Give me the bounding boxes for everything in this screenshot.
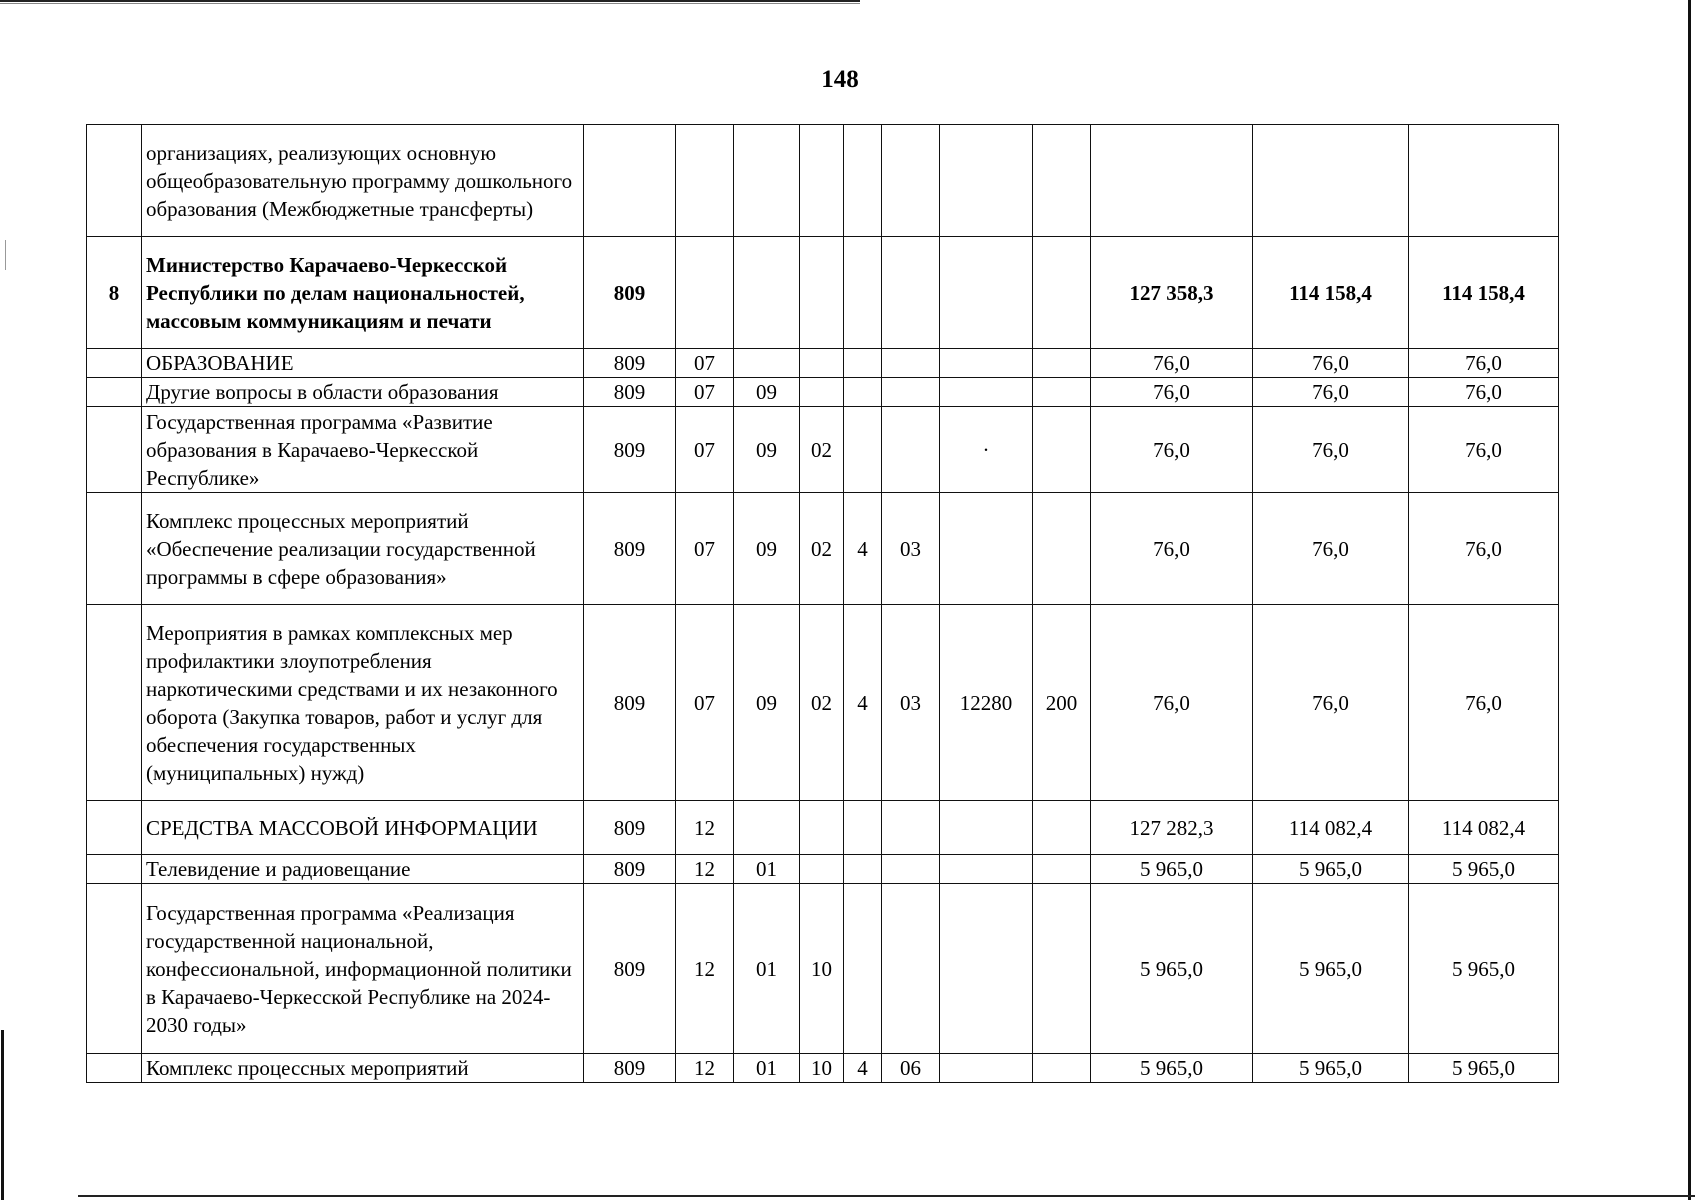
code-program xyxy=(800,125,844,237)
row-number xyxy=(87,605,142,801)
amount-year-2: 76,0 xyxy=(1253,378,1409,407)
amount-year-2: 76,0 xyxy=(1253,349,1409,378)
amount-year-3: 5 965,0 xyxy=(1409,855,1559,884)
code-expense-type xyxy=(1033,801,1091,855)
code-program-type xyxy=(844,378,882,407)
code-ministry: 809 xyxy=(584,349,676,378)
budget-table-body xyxy=(87,125,1559,1083)
table-row xyxy=(87,349,1559,378)
table-row xyxy=(87,855,1559,884)
code-section xyxy=(676,237,734,349)
code-subsection: 01 xyxy=(734,855,800,884)
code-program xyxy=(800,855,844,884)
amount-year-2: 114 158,4 xyxy=(1253,237,1409,349)
amount-year-3: 76,0 xyxy=(1409,493,1559,605)
amount-year-3: 76,0 xyxy=(1409,378,1559,407)
code-ministry: 809 xyxy=(584,884,676,1054)
amount-year-2: 76,0 xyxy=(1253,493,1409,605)
table-row xyxy=(87,605,1559,801)
scan-border-left xyxy=(1,1030,4,1200)
amount-year-1: 127 282,3 xyxy=(1091,801,1253,855)
row-number xyxy=(87,855,142,884)
code-expense-type xyxy=(1033,855,1091,884)
code-expense-type xyxy=(1033,407,1091,493)
table-row xyxy=(87,237,1559,349)
code-direction: 12280 xyxy=(940,605,1033,801)
amount-year-2: 76,0 xyxy=(1253,605,1409,801)
scan-border-top xyxy=(0,0,860,2)
code-program: 10 xyxy=(800,1054,844,1083)
code-direction xyxy=(940,349,1033,378)
code-section: 07 xyxy=(676,378,734,407)
code-ministry xyxy=(584,125,676,237)
code-program: 02 xyxy=(800,407,844,493)
code-expense-type xyxy=(1033,349,1091,378)
row-number: 8 xyxy=(87,237,142,349)
code-program-type xyxy=(844,801,882,855)
code-program-element xyxy=(882,855,940,884)
code-program-type xyxy=(844,884,882,1054)
code-subsection: 09 xyxy=(734,493,800,605)
code-program xyxy=(800,801,844,855)
scan-border-bottom xyxy=(78,1195,1695,1197)
code-direction xyxy=(940,493,1033,605)
item-name: СРЕДСТВА МАССОВОЙ ИНФОРМАЦИИ xyxy=(142,801,584,855)
code-program-element xyxy=(882,801,940,855)
amount-year-3: 114 158,4 xyxy=(1409,237,1559,349)
code-direction xyxy=(940,1054,1033,1083)
row-number xyxy=(87,801,142,855)
code-direction xyxy=(940,125,1033,237)
table-row xyxy=(87,378,1559,407)
item-name: Государственная программа «Развитие образования в Карачаево-Черкесской Республике» xyxy=(142,407,584,493)
code-subsection: 09 xyxy=(734,407,800,493)
code-subsection: 09 xyxy=(734,605,800,801)
code-section xyxy=(676,125,734,237)
amount-year-3: 5 965,0 xyxy=(1409,884,1559,1054)
code-expense-type xyxy=(1033,493,1091,605)
code-program xyxy=(800,349,844,378)
table-row xyxy=(87,125,1559,237)
code-program-element xyxy=(882,378,940,407)
amount-year-3: 76,0 xyxy=(1409,407,1559,493)
code-program-element: 03 xyxy=(882,493,940,605)
amount-year-1: 76,0 xyxy=(1091,493,1253,605)
code-expense-type: 200 xyxy=(1033,605,1091,801)
amount-year-1: 76,0 xyxy=(1091,407,1253,493)
code-section: 07 xyxy=(676,349,734,378)
code-ministry: 809 xyxy=(584,378,676,407)
amount-year-3: 5 965,0 xyxy=(1409,1054,1559,1083)
code-program-element xyxy=(882,237,940,349)
amount-year-1: 5 965,0 xyxy=(1091,855,1253,884)
code-program: 10 xyxy=(800,884,844,1054)
row-number xyxy=(87,125,142,237)
item-name: Телевидение и радиовещание xyxy=(142,855,584,884)
item-name: Другие вопросы в области образования xyxy=(142,378,584,407)
item-name: Мероприятия в рамках комплексных мер профилактики злоупотребления наркотическими средствами и их незаконного оборота (Закупка товаров, работ и услуг для обеспечения государственных (муниципальных) нужд) xyxy=(142,605,584,801)
code-section: 12 xyxy=(676,855,734,884)
budget-table xyxy=(86,124,1559,1083)
code-ministry: 809 xyxy=(584,855,676,884)
table-row xyxy=(87,493,1559,605)
amount-year-2: 5 965,0 xyxy=(1253,855,1409,884)
code-subsection xyxy=(734,349,800,378)
code-section: 12 xyxy=(676,1054,734,1083)
code-section: 12 xyxy=(676,884,734,1054)
amount-year-2: 5 965,0 xyxy=(1253,1054,1409,1083)
code-ministry: 809 xyxy=(584,801,676,855)
code-program-element xyxy=(882,349,940,378)
row-number xyxy=(87,884,142,1054)
code-direction xyxy=(940,884,1033,1054)
code-ministry: 809 xyxy=(584,237,676,349)
amount-year-2 xyxy=(1253,125,1409,237)
item-name: Министерство Карачаево-Черкесской Республики по делам национальностей, массовым коммуникациям и печати xyxy=(142,237,584,349)
code-direction: · xyxy=(940,407,1033,493)
code-expense-type xyxy=(1033,125,1091,237)
code-program-element: 06 xyxy=(882,1054,940,1083)
amount-year-3 xyxy=(1409,125,1559,237)
code-program-type: 4 xyxy=(844,1054,882,1083)
row-number xyxy=(87,493,142,605)
code-subsection xyxy=(734,125,800,237)
code-direction xyxy=(940,237,1033,349)
code-ministry: 809 xyxy=(584,493,676,605)
code-subsection: 01 xyxy=(734,884,800,1054)
code-program: 02 xyxy=(800,605,844,801)
table-row xyxy=(87,407,1559,493)
code-direction xyxy=(940,801,1033,855)
table-row xyxy=(87,801,1559,855)
code-program-element xyxy=(882,884,940,1054)
code-program-type xyxy=(844,125,882,237)
code-direction xyxy=(940,378,1033,407)
amount-year-1: 76,0 xyxy=(1091,605,1253,801)
amount-year-3: 114 082,4 xyxy=(1409,801,1559,855)
code-subsection xyxy=(734,801,800,855)
item-name: Комплекс процессных мероприятий «Обеспечение реализации государственной программы в сфере образования» xyxy=(142,493,584,605)
amount-year-1: 5 965,0 xyxy=(1091,1054,1253,1083)
code-program-element xyxy=(882,125,940,237)
scan-mark-left xyxy=(5,240,6,270)
amount-year-3: 76,0 xyxy=(1409,349,1559,378)
item-name: Комплекс процессных мероприятий xyxy=(142,1054,584,1083)
row-number xyxy=(87,378,142,407)
code-subsection xyxy=(734,237,800,349)
amount-year-1: 127 358,3 xyxy=(1091,237,1253,349)
code-subsection: 09 xyxy=(734,378,800,407)
table-row xyxy=(87,1054,1559,1083)
scan-border-right xyxy=(1688,0,1691,1200)
code-section: 07 xyxy=(676,493,734,605)
code-program xyxy=(800,237,844,349)
code-ministry: 809 xyxy=(584,605,676,801)
amount-year-1: 76,0 xyxy=(1091,378,1253,407)
amount-year-1: 76,0 xyxy=(1091,349,1253,378)
code-program-type xyxy=(844,237,882,349)
code-subsection: 01 xyxy=(734,1054,800,1083)
code-program-type xyxy=(844,407,882,493)
amount-year-1 xyxy=(1091,125,1253,237)
code-program-type xyxy=(844,855,882,884)
amount-year-2: 76,0 xyxy=(1253,407,1409,493)
code-program xyxy=(800,378,844,407)
code-ministry: 809 xyxy=(584,1054,676,1083)
code-expense-type xyxy=(1033,1054,1091,1083)
code-expense-type xyxy=(1033,378,1091,407)
item-name: Государственная программа «Реализация государственной национальной, конфессиональной, информационной политики в Карачаево-Черкесской Республике на 2024-2030 годы» xyxy=(142,884,584,1054)
code-program: 02 xyxy=(800,493,844,605)
amount-year-3: 76,0 xyxy=(1409,605,1559,801)
amount-year-2: 5 965,0 xyxy=(1253,884,1409,1054)
row-number xyxy=(87,407,142,493)
code-program-type xyxy=(844,349,882,378)
item-name: организациях, реализующих основную общеобразовательную программу дошкольного образования (Межбюджетные трансферты) xyxy=(142,125,584,237)
code-expense-type xyxy=(1033,884,1091,1054)
scan-border-top-faint xyxy=(0,3,860,4)
item-name: ОБРАЗОВАНИЕ xyxy=(142,349,584,378)
amount-year-1: 5 965,0 xyxy=(1091,884,1253,1054)
code-program-type: 4 xyxy=(844,493,882,605)
page-number: 148 xyxy=(821,66,859,93)
code-section: 07 xyxy=(676,605,734,801)
code-program-element xyxy=(882,407,940,493)
row-number xyxy=(87,1054,142,1083)
code-section: 12 xyxy=(676,801,734,855)
code-ministry: 809 xyxy=(584,407,676,493)
code-expense-type xyxy=(1033,237,1091,349)
row-number xyxy=(87,349,142,378)
code-program-element: 03 xyxy=(882,605,940,801)
code-section: 07 xyxy=(676,407,734,493)
code-program-type: 4 xyxy=(844,605,882,801)
code-direction xyxy=(940,855,1033,884)
table-row xyxy=(87,884,1559,1054)
amount-year-2: 114 082,4 xyxy=(1253,801,1409,855)
